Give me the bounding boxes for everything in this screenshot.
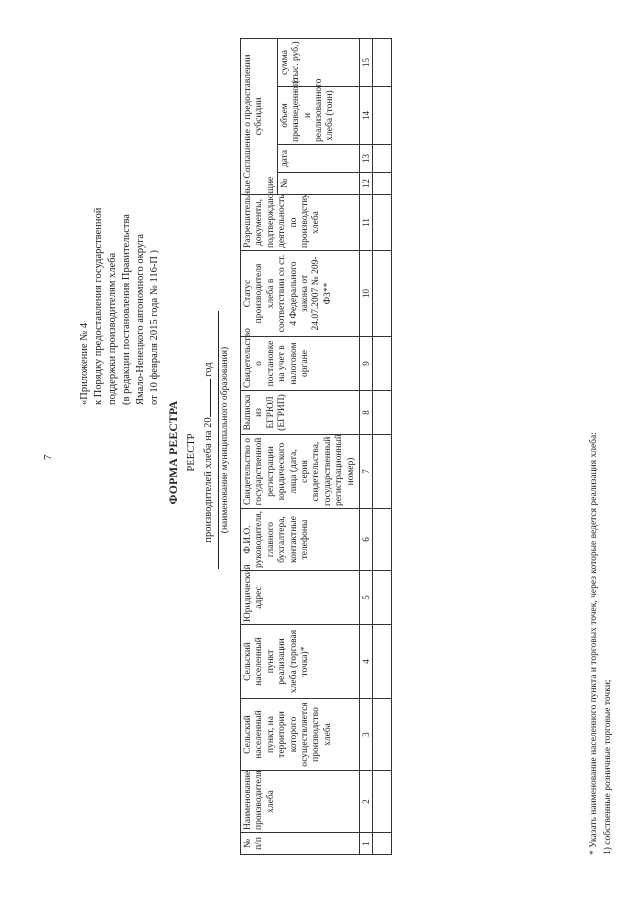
column-number: 1 xyxy=(360,833,373,855)
table-empty-row xyxy=(373,39,392,855)
column-numbers-row xyxy=(360,39,373,855)
column-number: 8 xyxy=(360,391,373,435)
register-subtitle-prefix: производителей хлеба на 20 xyxy=(203,417,214,543)
appendix-line: к Порядку предоставления государственной xyxy=(93,207,104,405)
register-subtitle-suffix: год xyxy=(203,362,214,377)
column-number: 14 xyxy=(360,87,373,145)
column-number: 7 xyxy=(360,435,373,509)
appendix-line: Ямало-Ненецкого автономного округа xyxy=(135,233,146,405)
form-title: ФОРМА РЕЕСТРА xyxy=(168,400,180,505)
table-cell xyxy=(373,251,392,337)
table-cell xyxy=(373,509,392,571)
table-cell xyxy=(373,87,392,145)
table-cell xyxy=(373,39,392,87)
header-tax-registration: Свидетельство о постановке на учет в налоговом органе xyxy=(241,337,360,391)
table-cell xyxy=(373,571,392,625)
table-cell xyxy=(373,173,392,195)
column-number: 11 xyxy=(360,195,373,251)
header-registration-certificate: Свидетельство о государственной регистрации юридического лица (дата, серия свидетельства, государственный регистрационный номер) xyxy=(241,435,360,509)
footnote: * Указать наименование населенного пункта и торговых точек, через которые ведется реализация хлеба: xyxy=(589,432,599,855)
register-subtitle xyxy=(200,0,214,905)
register-table xyxy=(240,38,392,855)
appendix-line: поддержки производителям хлеба xyxy=(107,252,118,405)
appendix-line: (в редакции постановления Правительства xyxy=(121,214,132,405)
column-number: 13 xyxy=(360,145,373,173)
table-cell xyxy=(373,435,392,509)
subheader-agreement-number: № xyxy=(277,173,359,195)
header-producer-name: Наименование производителя хлеба xyxy=(241,771,360,833)
column-number: 3 xyxy=(360,699,373,771)
table-cell xyxy=(373,699,392,771)
appendix-line: «Приложение № 4 xyxy=(79,322,90,405)
header-subsidy-agreement: Соглашение о предоставлении субсидии xyxy=(241,39,278,195)
column-number: 2 xyxy=(360,771,373,833)
appendix-header xyxy=(78,75,162,405)
register-title: РЕЕСТР xyxy=(186,433,197,472)
column-number: 4 xyxy=(360,625,373,699)
header-egrul-extract: Выписка из ЕГРЮЛ (ЕГРИП) xyxy=(241,391,360,435)
table-header-row xyxy=(241,39,278,855)
table-cell xyxy=(373,195,392,251)
subheader-agreement-date: дата xyxy=(277,145,359,173)
table-cell xyxy=(373,145,392,173)
year-blank-field xyxy=(200,379,211,417)
appendix-line: от 10 февраля 2015 года № 116-П ) xyxy=(149,249,160,405)
table-cell xyxy=(373,771,392,833)
header-sales-settlement: Сельский населенный пункт реализации хлеба (торговая точка)* xyxy=(241,625,360,699)
table-cell xyxy=(373,337,392,391)
header-legal-address: Юридический адрес xyxy=(241,571,360,625)
header-producer-status: Статус производителя хлеба в соответствии со ст. 4 Федерального закона от 24.07.2007 № 209-ФЗ** xyxy=(241,251,360,337)
table-cell xyxy=(373,833,392,855)
header-production-settlement: Сельский населенный пункт, на территории которого осуществляется производство хлеба xyxy=(241,699,360,771)
column-number: 9 xyxy=(360,337,373,391)
subheader-bread-volume: объем произведенного и реализованного хлеба (тонн) xyxy=(277,87,359,145)
subheader-amount: сумма (тыс. руб.) xyxy=(277,39,359,87)
column-number: 6 xyxy=(360,509,373,571)
column-number: 12 xyxy=(360,173,373,195)
municipality-caption: (наименование муниципального образования) xyxy=(218,311,230,569)
column-number: 10 xyxy=(360,251,373,337)
table-cell xyxy=(373,391,392,435)
column-number: 15 xyxy=(360,39,373,87)
page-number: 7 xyxy=(42,454,54,460)
header-number: № п/п xyxy=(241,833,360,855)
column-number: 5 xyxy=(360,571,373,625)
footnote: 1) собственные розничные торговые точки; xyxy=(603,679,613,855)
header-permits: Разрешительные документы, подтверждающие деятельность по производству хлеба xyxy=(241,195,360,251)
table-cell xyxy=(373,625,392,699)
header-director-contacts: Ф.И.О. руководителя, главного бухгалтера, контактные телефоны xyxy=(241,509,360,571)
